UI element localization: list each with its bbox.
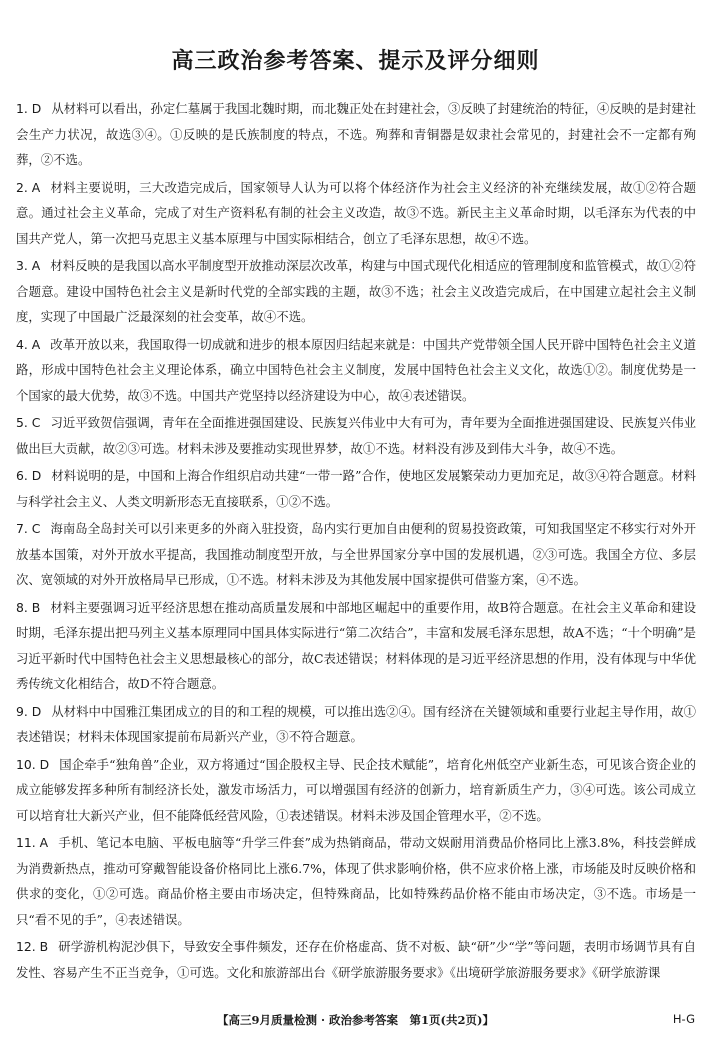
answer-number: 7. C [16, 521, 41, 536]
page-title: 高三政治参考答案、提示及评分细则 [171, 49, 540, 74]
answer-text: 材料主要强调习近平经济思想在推动高质量发展和中部地区崛起中的重要作用，故B符合题意。在社会主义革命和建设时期，毛泽东提出把马列主义基本原理同中国具体实际进行“第二次结合”，丰富和发展毛泽东思想，故A不选；“十个明确”是习近平新时代中国特色社会主义思想最核心的部分，故C表述错误；材料体现的是习近平经济思想的作用，没有体现与中华优秀传统文化相结合，故D不符合题意。 [16, 599, 696, 691]
answer-number: 3. A [16, 258, 41, 273]
answer-text: 海南岛全岛封关可以引来更多的外商入驻投资，岛内实行更加自由便利的贸易投资政策，可知我国坚定不移实行对外开放基本国策，对外开放水平提高，我国推动制度型开放，与全世界国家分享中国的发展机遇，②③可选。我国全方位、多层次、宽领域的对外开放格局早已形成，①不选。材料未涉及为其他发展中国家提供可借鉴方案，④不选。 [16, 521, 696, 587]
answer-number: 9. D [16, 703, 42, 719]
answer-number: 5. C [16, 415, 41, 430]
answer-item-5 [16, 410, 696, 461]
answer-number: 10. D [16, 756, 50, 772]
answer-text: 研学游机构泥沙俱下，导致安全事件频发，还存在价格虚高、货不对板、缺“研”少“学”等问题，表明市场调节具有自发性、容易产生不正当竞争，①可选。文化和旅游部出台《研学旅游服务要求》《出境研学旅游服务要求》《研学旅游课 [16, 939, 696, 980]
answer-item-4 [16, 332, 696, 409]
answer-number: 12. B [16, 939, 49, 954]
answer-item-2 [16, 175, 696, 252]
answer-text: 习近平致贺信强调，青年在全面推进强国建设、民族复兴伟业中大有可为，青年要为全面推进强国建设、民族复兴伟业做出巨大贡献，故②③可选。材料未涉及要推动实现世界梦，故①不选。材料没有涉及到伟大斗争，故④不选。 [16, 415, 696, 456]
answer-item-6 [16, 463, 696, 514]
answer-number: 2. A [16, 179, 41, 195]
answer-number: 1. D [16, 101, 42, 116]
answer-text: 材料说明的是，中国和上海合作组织启动共建“一带一路”合作，使地区发展繁荣动力更加充足，故③④符合题意。材料与科学社会主义、人类文明新形态无直接联系，①②不选。 [16, 468, 696, 509]
answer-number: 11. A [16, 835, 49, 850]
answer-text: 材料主要说明，三大改造完成后，国家领导人认为可以将个体经济作为社会主义经济的补充继续发展，故①②符合题意。通过社会主义革命，完成了对生产资料私有制的社会主义改造，故③不选。新民主主义革命时期，以毛泽东为代表的中国共产党人，第一次把马克思主义基本原理与中国实际相结合，创立了毛泽东思想，故④不选。 [16, 179, 696, 246]
page-footer [0, 1012, 711, 1032]
answer-text: 从材料中中国雅江集团成立的目的和工程的规模，可以推出选②④。国有经济在关键领域和重要行业起主导作用，故①表述错误；材料未体现国家提前布局新兴产业，③不符合题意。 [16, 703, 696, 744]
answer-number: 8. B [16, 599, 41, 615]
answer-text: 从材料可以看出，孙定仁墓属于我国北魏时期，而北魏正处在封建社会，③反映了封建统治的特征，④反映的是封建社会生产力状况，故选③④。①反映的是氏族制度的特点，不选。殉葬和青铜器是奴隶社会常见的，封建社会不一定都有殉葬，②不选。 [16, 101, 696, 167]
answer-text: 手机、笔记本电脑、平板电脑等“升学三件套”成为热销商品，带动文娱耐用消费品价格同比上涨3.8%，科技尝鲜成为消费新热点，推动可穿戴智能设备价格同比上涨6.7%，体现了供求影响价格，供不应求价格上涨，市场能及时反映价格和供求的变化，①②可选。商品价格主要由市场决定，但特殊商品，比如特殊药品价格不能由市场决定，③不选。市场是一只“看不见的手”，④表述错误。 [16, 835, 696, 927]
answer-item-3 [16, 253, 696, 330]
answer-item-10 [16, 752, 696, 829]
answer-item-8 [16, 595, 696, 697]
answer-item-11 [16, 830, 696, 932]
answer-item-9 [16, 699, 696, 750]
answer-number: 4. A [16, 336, 41, 352]
answer-list [16, 96, 696, 987]
answer-number: 6. D [16, 468, 42, 483]
footer-text: 【高三9月质量检测 · 政治参考答案 第1页(共2页)】 [217, 1013, 494, 1027]
answer-text: 改革开放以来，我国取得一切成就和进步的根本原因归结起来就是：中国共产党带领全国人民开辟中国特色社会主义道路，形成中国特色社会主义理论体系，确立中国特色社会主义制度，发展中国特色社会主义文化，故选①②。制度优势是一个国家的最大优势，故③不选。中国共产党坚持以经济建设为中心，故④表述错误。 [16, 336, 696, 403]
answer-text: 国企牵手“独角兽”企业，双方将通过“国企股权主导、民企技术赋能”，培育化州低空产业新生态，可见该合资企业的成立能够发挥多种所有制经济长处，激发市场活力，可以增强国有经济的创新力，培育新质生产力，③④可选。该公司成立可以培育壮大新兴产业，但不能降低经营风险，①表述错误。材料未涉及国企管理水平，②不选。 [16, 756, 696, 823]
answer-item-1 [16, 96, 696, 173]
answer-item-12 [16, 934, 696, 985]
footer-code: H-G [672, 1012, 695, 1026]
answer-item-7 [16, 516, 696, 593]
answer-text: 材料反映的是我国以高水平制度型开放推动深层次改革，构建与中国式现代化相适应的管理制度和监管模式，故①②符合题意。建设中国特色社会主义是新时代党的全部实践的主题，故③不选；社会主义改造完成后，在中国建立起社会主义制度，实现了中国最广泛最深刻的社会变革，故④不选。 [16, 258, 696, 324]
